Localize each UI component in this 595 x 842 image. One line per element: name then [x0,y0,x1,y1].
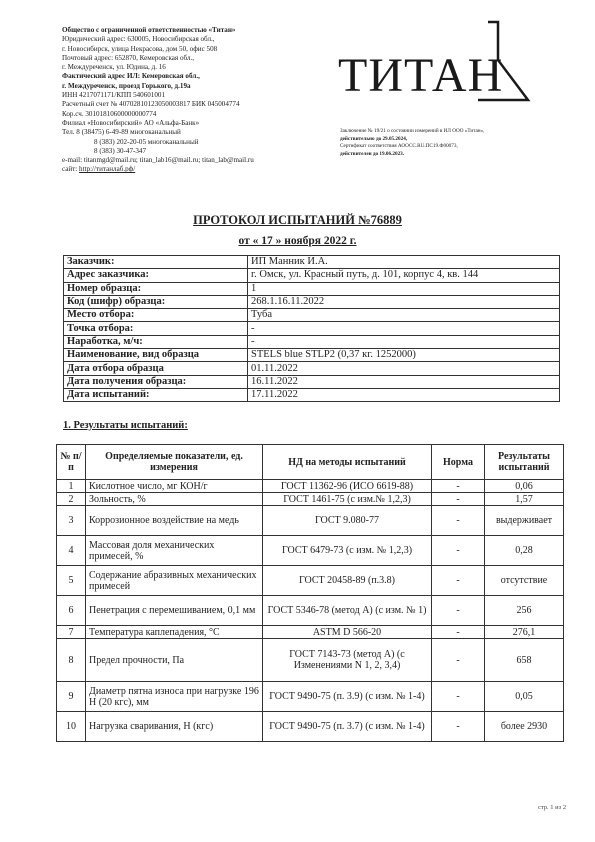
site-link[interactable]: http://титанлаб.рф/ [79,165,136,174]
cell-method: ГОСТ 6479-73 (с изм. № 1,2,3) [263,536,432,566]
info-row [64,309,560,322]
info-row [64,282,560,295]
header-line: Расчетный счет № 40702810123050003817 БИК 045004774 [62,100,240,109]
cell-parameter: Предел прочности, Па [86,639,263,682]
info-row [64,349,560,362]
cell-norm: - [432,626,485,639]
logo-text: ТИТАН [338,49,504,102]
header-line: 8 (383) 30-47-347 [94,146,147,155]
col-number: № п/п [57,445,86,480]
info-row [64,295,560,308]
col-parameter: Определяемые показатели, ед. измерения [86,445,263,480]
info-value: ИП Манник И.А. [248,256,560,269]
info-value: Туба [248,309,560,322]
cell-parameter: Массовая доля механических примесей, % [86,536,263,566]
info-value: 01.11.2022 [248,362,560,375]
info-value: г. Омск, ул. Красный путь, д. 101, корпус 4, кв. 144 [248,269,560,282]
cell-parameter: Зольность, % [86,493,263,506]
col-norm: Норма [432,445,485,480]
cell-result: 0,05 [485,682,564,712]
table-row [57,639,564,682]
cell-norm: - [432,639,485,682]
cell-norm: - [432,506,485,536]
info-row [64,388,560,401]
cell-method: ГОСТ 20458-89 (п.3.8) [263,566,432,596]
results-header-row [57,445,564,480]
info-key: Номер образца: [64,282,248,295]
info-key: Место отбора: [64,309,248,322]
cell-method: ГОСТ 7143-73 (метод А) (с Изменениями N 1, 2, 3,4) [263,639,432,682]
table-row [57,626,564,639]
info-key: Дата испытаний: [64,388,248,401]
cell-number: 3 [57,506,86,536]
cell-parameter: Содержание абразивных механических примесей [86,566,263,596]
header-line: Почтовый адрес: 652870, Кемеровская обл., [62,53,195,62]
info-key: Заказчик: [64,256,248,269]
info-key: Дата отбора образца [64,362,248,375]
cell-result: 0,06 [485,480,564,493]
protocol-title: ПРОТОКОЛ ИСПЫТАНИЙ №76889 [193,213,402,227]
table-row [57,506,564,536]
header-line: ИНН 4217071171/КПП 540601001 [62,91,165,100]
cell-method: ГОСТ 5346-78 (метод А) (с изм. № 1) [263,596,432,626]
table-row [57,566,564,596]
cell-parameter: Температура каплепадения, °С [86,626,263,639]
info-row [64,335,560,348]
results-section-title: 1. Результаты испытаний: [63,420,188,431]
cell-result: более 2930 [485,712,564,742]
info-row [64,375,560,388]
cell-number: 9 [57,682,86,712]
cell-method: ГОСТ 9490-75 (п. 3.9) (с изм. № 1-4) [263,682,432,712]
cell-norm: - [432,536,485,566]
cell-number: 8 [57,639,86,682]
header-line: 8 (383) 202-20-05 многоканальный [94,137,199,146]
info-value: 268.1.16.11.2022 [248,295,560,308]
header-site-row [62,165,362,174]
header-line: Тел. 8 (38475) 6-49-89 многоканальный [62,128,181,137]
cell-norm: - [432,493,485,506]
header-line: г. Новосибирск, улица Некрасова, дом 50, офис 508 [62,44,218,53]
header-line: Фактический адрес ИЛ: Кемеровская обл., [62,72,200,81]
info-value: - [248,335,560,348]
info-row [64,256,560,269]
sample-info-table [63,255,560,402]
info-key: Дата получения образца: [64,375,248,388]
table-row [57,536,564,566]
header-line: г. Междуреченск, ул. Юдина, д. 16 [62,63,166,72]
header-email: e-mail: titanmgd@mail.ru; titan_lab16@mail.ru; titan_lab@mail.ru [62,156,254,165]
info-row [64,269,560,282]
accreditation-line: действителен до 19.06.2023. [340,150,405,157]
header-line: г. Междуреченск, проезд Горького, д.19а [62,81,191,90]
info-value: - [248,322,560,335]
accreditation-line: действительно до 29.05.2024, [340,135,408,142]
company-logo [338,8,538,108]
site-label: сайт: [62,165,78,174]
cell-result: выдерживает [485,506,564,536]
header-line: Филиал «Новосибирский» АО «Альфа-Банк» [62,118,200,127]
cell-result: 0,28 [485,536,564,566]
company-header [62,26,362,175]
cell-norm: - [432,566,485,596]
cell-parameter: Кислотное число, мг КОН/г [86,480,263,493]
cell-result: отсутствие [485,566,564,596]
cell-method: ASTM D 566-20 [263,626,432,639]
info-row [64,322,560,335]
info-value: 1 [248,282,560,295]
cell-norm: - [432,596,485,626]
cell-result: 256 [485,596,564,626]
info-row [64,362,560,375]
page-number: стр. 1 из 2 [538,804,567,811]
cell-number: 2 [57,493,86,506]
protocol-date: от « 17 » ноября 2022 г. [238,235,357,247]
cell-number: 5 [57,566,86,596]
cell-parameter: Пенетрация с перемешиванием, 0,1 мм [86,596,263,626]
cell-method: ГОСТ 9.080-77 [263,506,432,536]
info-value: 16.11.2022 [248,375,560,388]
cell-method: ГОСТ 1461-75 (с изм.№ 1,2,3) [263,493,432,506]
cell-method: ГОСТ 9490-75 (п. 3.7) (с изм. № 1-4) [263,712,432,742]
header-line: Кор.сч. 30101810600000000774 [62,109,157,118]
cell-norm: - [432,480,485,493]
header-line: Юридический адрес: 630005, Новосибирская обл., [62,35,215,44]
header-line: Общество с ограниченной ответственностью «Титан» [62,26,236,34]
cell-number: 1 [57,480,86,493]
cell-norm: - [432,682,485,712]
table-row [57,712,564,742]
accreditation-line: Заключение № 19/21 о состоянии измерений в ИЛ ООО «Титан», [340,128,485,134]
info-value: STELS blue STLP2 (0,37 кг. 1252000) [248,349,560,362]
table-row [57,480,564,493]
info-key: Наработка, м/ч: [64,335,248,348]
cell-result: 658 [485,639,564,682]
cell-method: ГОСТ 11362-96 (ИСО 6619-88) [263,480,432,493]
cell-norm: - [432,712,485,742]
cell-parameter: Диаметр пятна износа при нагрузке 196 Н (20 кгс), мм [86,682,263,712]
table-row [57,493,564,506]
col-method: НД на методы испытаний [263,445,432,480]
results-table [56,444,564,742]
cell-parameter: Коррозионное воздействие на медь [86,506,263,536]
info-value: 17.11.2022 [248,388,560,401]
table-row [57,596,564,626]
info-key: Адрес заказчика: [64,269,248,282]
accreditation-line: Сертификат соответствия АООСС.RU.ПС19.Ф00073, [340,143,458,149]
cell-parameter: Нагрузка сваривания, Н (кгс) [86,712,263,742]
info-key: Наименование, вид образца [64,349,248,362]
cell-number: 10 [57,712,86,742]
cell-result: 1,57 [485,493,564,506]
info-key: Код (шифр) образца: [64,295,248,308]
col-result: Результаты испытаний [485,445,564,480]
cell-number: 4 [57,536,86,566]
cell-number: 7 [57,626,86,639]
cell-number: 6 [57,596,86,626]
accreditation-note [340,128,575,158]
cell-result: 276,1 [485,626,564,639]
info-key: Точка отбора: [64,322,248,335]
table-row [57,682,564,712]
